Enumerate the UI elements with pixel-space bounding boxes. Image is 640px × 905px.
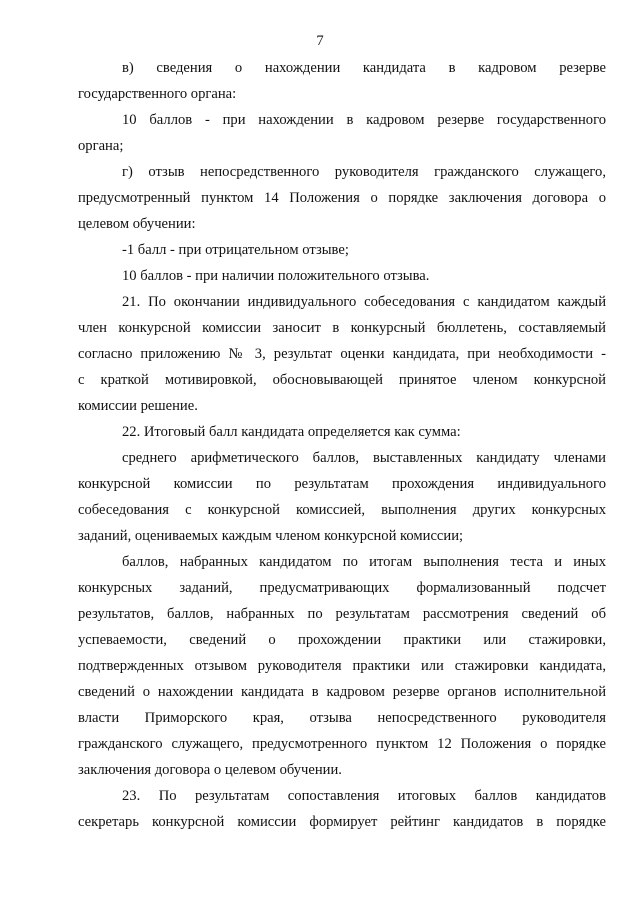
text-line: комиссии решение. [78, 398, 198, 414]
text-line: успеваемости, сведений о прохождении практики или стажировки, [78, 632, 606, 648]
text-line: гражданского служащего, предусмотренного пунктом 12 Положения о порядке [78, 736, 606, 752]
text-line: сведений о нахождении кандидата в кадровом резерве органов исполнительной [78, 684, 606, 700]
text-line: -1 балл - при отрицательном отзыве; [122, 242, 349, 258]
text-line: конкурсных заданий, предусматривающих формализованный подсчет [78, 580, 606, 596]
text-line: 10 баллов - при нахождении в кадровом резерве государственного [122, 112, 606, 128]
text-line: заданий, оцениваемых каждым членом конкурсной комиссии; [78, 528, 464, 544]
text-line: среднего арифметического баллов, выставленных кандидату членами [122, 450, 606, 466]
text-line: предусмотренный пунктом 14 Положения о порядке заключения договора о [78, 190, 606, 206]
text-line: 10 баллов - при наличии положительного отзыва. [122, 268, 430, 284]
text-line: г) отзыв непосредственного руководителя гражданского служащего, [122, 164, 606, 180]
text-line: в) сведения о нахождении кандидата в кадровом резерве [122, 60, 606, 76]
text-line: 21. По окончании индивидуального собеседования с кандидатом каждый [122, 294, 606, 310]
text-line: секретарь конкурсной комиссии формирует рейтинг кандидатов в порядке [78, 814, 606, 830]
text-line: целевом обучении: [78, 216, 196, 232]
text-line: собеседования с конкурсной комиссией, выполнения других конкурсных [78, 502, 606, 518]
text-line: органа; [78, 138, 124, 154]
page-number: 7 [316, 33, 324, 49]
text-line: результатов, баллов, набранных по результатам рассмотрения сведений об [78, 606, 606, 622]
text-line: согласно приложению № 3, результат оценки кандидата, при необходимости - [78, 346, 606, 362]
text-line: заключения договора о целевом обучении. [78, 762, 342, 778]
text-line: 23. По результатам сопоставления итоговых баллов кандидатов [122, 788, 606, 804]
text-line: подтвержденных отзывом руководителя практики или стажировки кандидата, [78, 658, 606, 674]
text-line: член конкурсной комиссии заносит в конкурсный бюллетень, составляемый [78, 320, 606, 336]
text-line: с краткой мотивировкой, обосновывающей принятое членом конкурсной [78, 372, 606, 388]
text-line: 22. Итоговый балл кандидата определяется как сумма: [122, 424, 461, 440]
text-line: государственного органа: [78, 86, 237, 102]
text-line: конкурсной комиссии по результатам прохождения индивидуального [78, 476, 606, 492]
text-line: власти Приморского края, отзыва непосредственного руководителя [78, 710, 606, 726]
text-line: баллов, набранных кандидатом по итогам выполнения теста и иных [122, 554, 606, 570]
